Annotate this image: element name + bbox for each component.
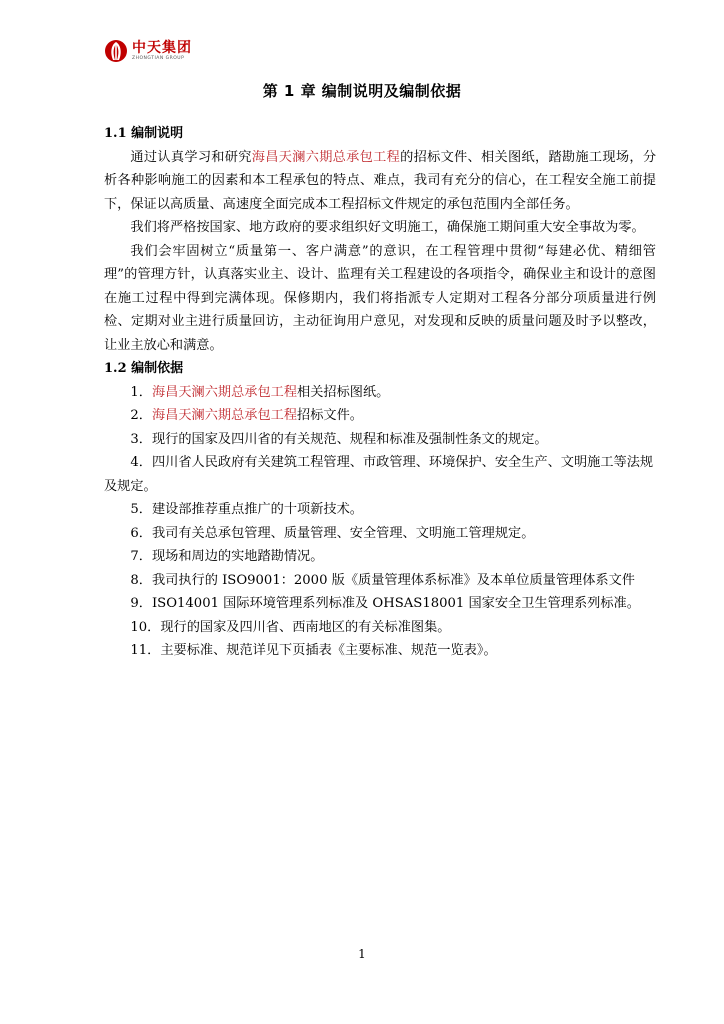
basis-item-11: 11．主要标准、规范详见下页插表《主要标准、规范一览表》。 [130, 643, 497, 658]
logo-english-name: ZHONGTIAN GROUP [132, 56, 185, 61]
project-name: 海昌天澜六期总承包工程 [151, 384, 298, 400]
basis-item-3: 3．现行的国家及四川省的有关规范、规程和标准及强制性条文的规定。 [130, 431, 548, 447]
section-heading-1-1: 1.1 编制说明 [104, 126, 184, 141]
basis-item-2-text: 招标文件。 [297, 408, 363, 423]
basis-item-6: 6．我司有关总承包管理、质量管理、安全管理、文明施工管理规定。 [130, 525, 535, 541]
basis-item-2 [104, 404, 656, 428]
paragraph-2: 我们将严格按国家、地方政府的要求组织好文明施工，确保施工期间重大安全事故为零。 [130, 220, 645, 235]
chapter-title: 第 1 章 编制说明及编制依据 [262, 82, 462, 100]
paragraph-1 [104, 146, 656, 217]
paragraph-1-before: 通过认真学习和研究 [130, 149, 252, 165]
logo-chinese-name: 中天集团 [132, 40, 192, 56]
basis-item-2-num: 2． [130, 408, 152, 423]
basis-item-1 [104, 381, 656, 405]
basis-item-5: 5．建设部推荐重点推广的十项新技术。 [130, 502, 363, 517]
basis-item-4: 4．四川省人民政府有关建筑工程管理、市政管理、环境保护、安全生产、文明施工等法规及规定。 [104, 455, 654, 494]
page-number: 1 [358, 947, 366, 961]
paragraph-1-after: 的招标文件、相关图纸，踏勘施工现场，分析各种影响施工的因素和本工程承包的特点、难点，我司有充分的信心，在工程安全施工前提下，保证以高质量、高速度全面完成本工程招标文件规定的承包范围内全部任务。 [104, 149, 657, 212]
basis-item-8: 8．我司执行的 ISO9001：2000 版《质量管理体系标准》及本单位质量管理体系文件 [130, 572, 635, 588]
paragraph-3: 我们会牢固树立“质量第一、客户满意”的意识，在工程管理中贯彻“每建必优、精细管理”的管理方针，认真落实业主、设计、监理有关工程建设的各项指令，确保业主和设计的意图在施工过程中得到完满体现。保修期内，我们将指派专人定期对工程各分部分项质量进行例检、定期对业主进行质量回访，主动征询用户意见，对发现和反映的质量问题及时予以整改，让业主放心和满意。 [104, 243, 656, 353]
basis-item-10: 10．现行的国家及四川省、西南地区的有关标准图集。 [130, 619, 451, 635]
company-logo [104, 38, 192, 64]
zhongtian-logo-icon [104, 39, 128, 63]
basis-item-1-text: 相关招标图纸。 [297, 384, 390, 400]
section-heading-1-2: 1.2 编制依据 [104, 361, 184, 376]
basis-item-7: 7．现场和周边的实地踏勘情况。 [130, 549, 324, 564]
project-name: 海昌天澜六期总承包工程 [251, 149, 401, 165]
project-name: 海昌天澜六期总承包工程 [151, 408, 298, 423]
basis-item-1-num: 1． [130, 384, 152, 400]
basis-item-9: 9．ISO14001 国际环境管理系列标准及 OHSAS18001 国家安全卫生管理系列标准。 [130, 596, 640, 611]
document-body [104, 122, 656, 663]
